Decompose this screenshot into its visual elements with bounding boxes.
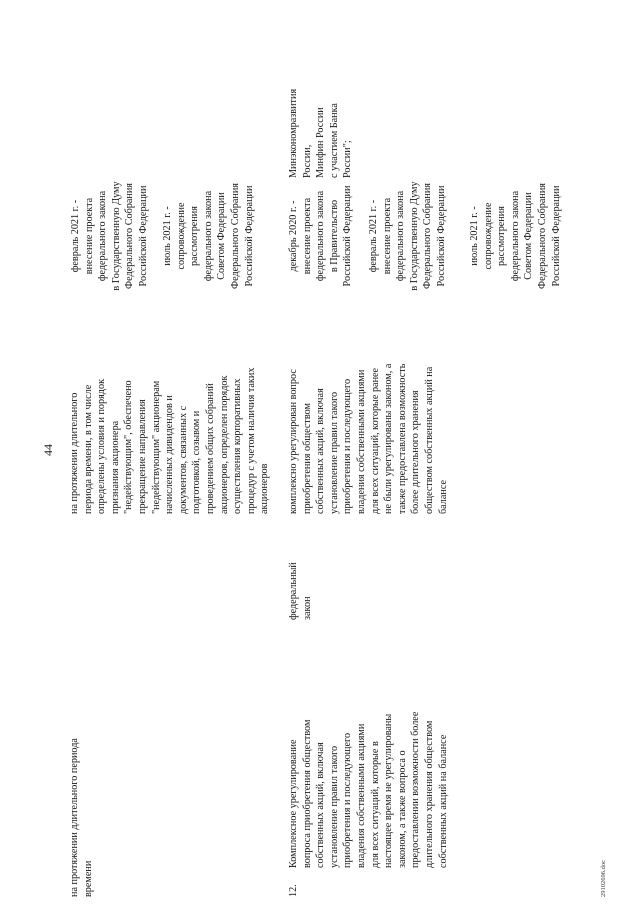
- footer-filename: 29102696.doc: [600, 859, 607, 897]
- item-number: 12.: [288, 884, 299, 897]
- item-measure: Комплексное урегулирование вопроса приобретения обществом собственных акций, включая установление правил такого приобретения и последующего владения собственными акциями для всех ситуаций, которые в настоящее время не урегулированы законом, а также вопроса о предоставлении возможности более длительного хранения обществом собственных акций на балансе: [288, 711, 449, 868]
- item-deadline-1: декабрь 2020 г. - внесение проекта федерального закона в Правительство Российской Федерации: [288, 185, 354, 287]
- item-deadline-3: июль 2021 г. - сопровождение рассмотрения федерального закона Советом Федерации Федерального Собрания Российской Федерации: [469, 183, 562, 289]
- item-expected-result: комплексно урегулирован вопрос приобретения обществом собственных акций, включая установление правил такого приобретения и последующего владения собственными акциями для всех ситуаций, которые ранее не были урегулированы законом, а также предоставлена возможность более длительного хранения обществом собственных акций на балансе: [288, 363, 449, 514]
- item-document-type: федеральный закон: [288, 562, 313, 620]
- page-number: 44: [41, 444, 55, 456]
- previous-item-result-tail: на протяжении длительного периода времени, в том числе определены условия и порядок признания акционера "недействующим", обеспечено прекращение направления "недействующим" акционерам начисленных дивидендов и документов, связанных с подготовкой, созывом и проведением общих собраний акционеров, определен порядок осуществления корпоративных процедур с учетом наличия таких акционеров: [69, 367, 271, 514]
- previous-item-deadline-2: июль 2021 г. - сопровождение рассмотрения федерального закона Советом Федерации Федерального Собрания Российской Федерации: [162, 183, 255, 289]
- item-responsible-executors: Минэкономразвития России, Минфин России с участием Банка России";: [288, 88, 354, 178]
- item-deadline-2: февраль 2021 г. - внесение проекта федерального закона в Государственную Думу Федерального Собрания Российской Федерации: [368, 181, 447, 291]
- previous-item-deadline-1: февраль 2021 г. - внесение проекта федерального закона в Государственную Думу Федерального Собрания Российской Федерации: [70, 181, 149, 291]
- previous-item-measure-tail: на протяжении длительного периода времени: [69, 738, 94, 897]
